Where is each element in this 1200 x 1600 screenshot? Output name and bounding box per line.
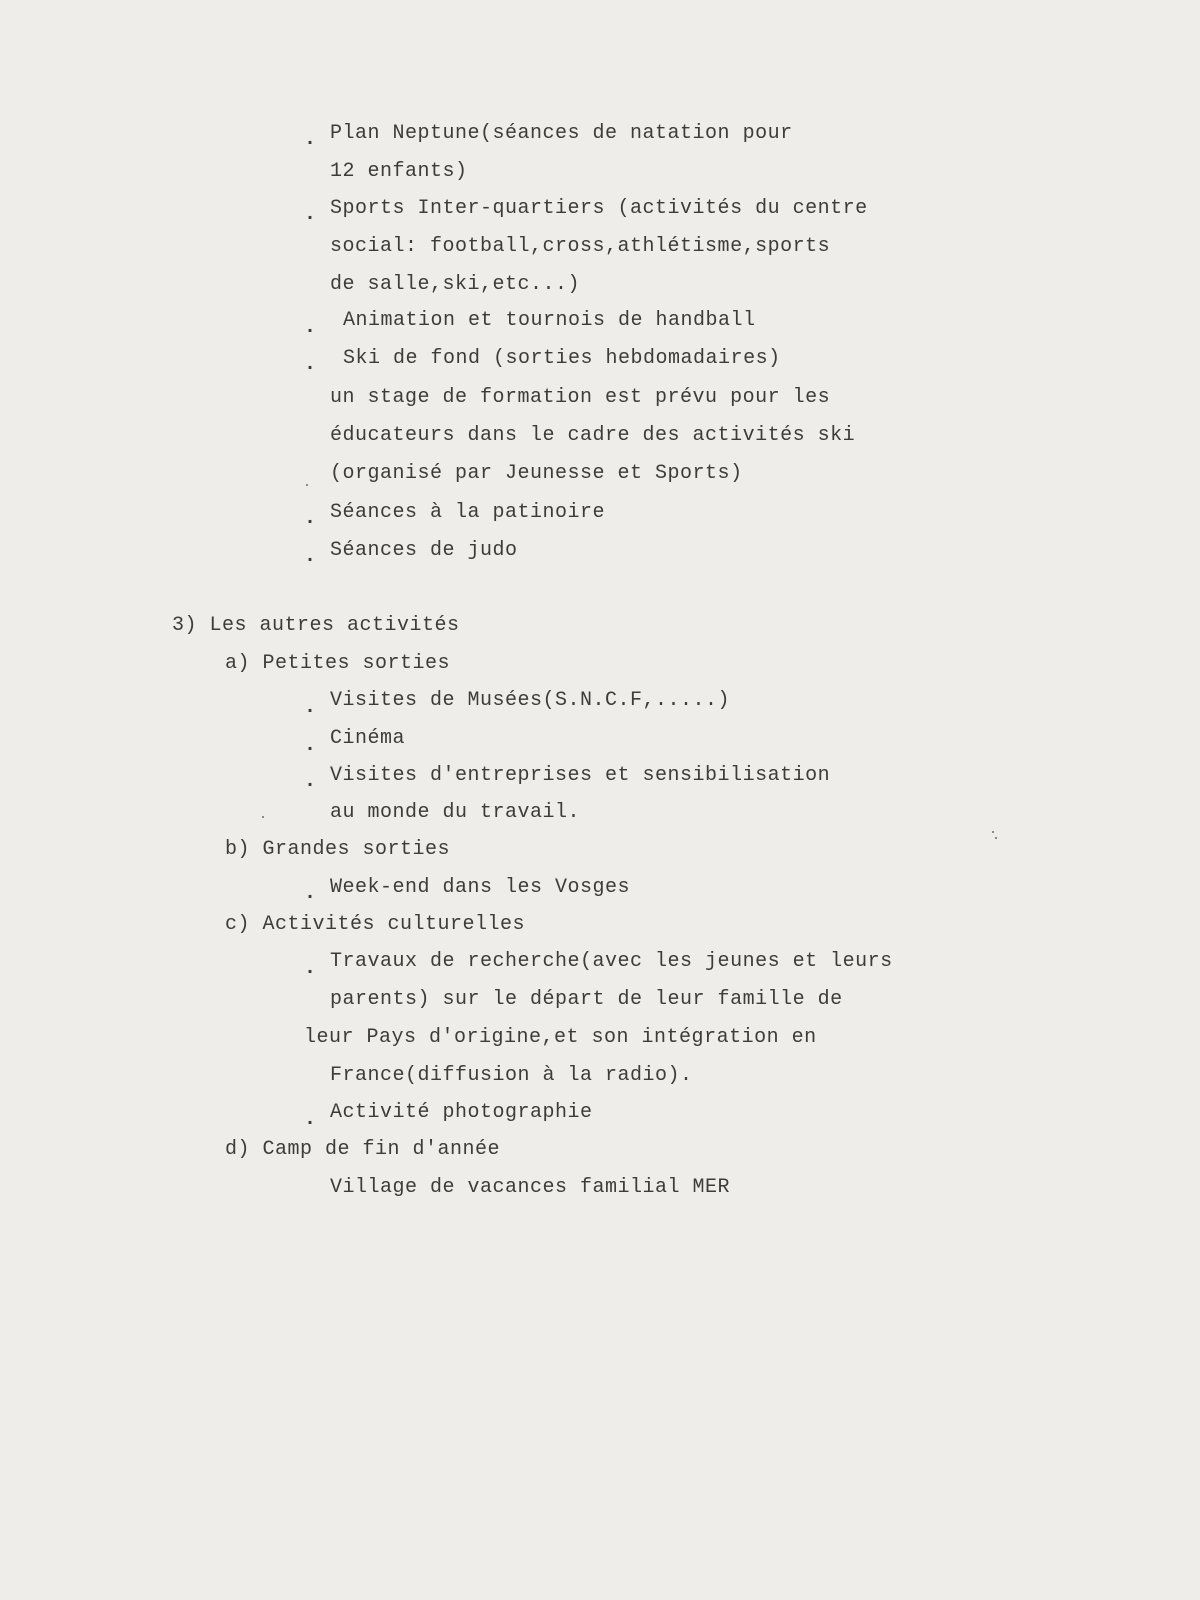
list-item-line: (organisé par Jeunesse et Sports) (330, 462, 743, 485)
bullet: . (304, 882, 317, 905)
list-item-line: Cinéma (330, 727, 406, 750)
bullet: . (304, 203, 317, 226)
list-item-line: Village de vacances familial MER (330, 1176, 731, 1199)
bullet: . (304, 770, 317, 793)
bullet: . (304, 545, 317, 568)
bullet: . (304, 734, 317, 757)
bullet: . (304, 1108, 317, 1131)
list-item-line: Visites d'entreprises et sensibilisation (330, 764, 831, 787)
list-item-line: 12 enfants) (330, 160, 468, 183)
list-item-line: Week-end dans les Vosges (330, 876, 631, 899)
bullet: . (304, 128, 317, 151)
list-item-line: Plan Neptune(séances de natation pour (330, 122, 793, 145)
list-item-line: Animation et tournois de handball (343, 309, 756, 332)
list-item-line: social: football,cross,athlétisme,sports (330, 235, 831, 258)
list-item-line: au monde du travail. (330, 801, 581, 824)
list-item-line: Ski de fond (sorties hebdomadaires) (343, 347, 781, 370)
subsection-heading: d) Camp de fin d'année (225, 1138, 501, 1161)
list-item-line: leur Pays d'origine,et son intégration en (304, 1026, 817, 1049)
list-item-line: un stage de formation est prévu pour les (330, 386, 831, 409)
paper-speck (995, 837, 997, 839)
bullet: . (304, 957, 317, 980)
bullet: . (304, 507, 317, 530)
paper-speck (306, 484, 308, 486)
bullet: . (304, 696, 317, 719)
list-item-line: Visites de Musées(S.N.C.F,.....) (330, 689, 731, 712)
paper-speck (262, 816, 264, 818)
list-item-line: Travaux de recherche(avec les jeunes et leurs (330, 950, 893, 973)
list-item-line: parents) sur le départ de leur famille de (330, 988, 843, 1011)
bullet: . (304, 316, 317, 339)
list-item-line: Séances à la patinoire (330, 501, 606, 524)
list-item-line: éducateurs dans le cadre des activités ski (330, 424, 856, 447)
subsection-heading: a) Petites sorties (225, 652, 451, 675)
section-heading: 3) Les autres activités (172, 614, 460, 637)
subsection-heading: b) Grandes sorties (225, 838, 451, 861)
bullet: . (304, 353, 317, 376)
list-item-line: France(diffusion à la radio). (330, 1064, 693, 1087)
list-item-line: Séances de judo (330, 539, 518, 562)
list-item-line: Sports Inter-quartiers (activités du centre (330, 197, 868, 220)
list-item-line: Activité photographie (330, 1101, 593, 1124)
list-item-line: de salle,ski,etc...) (330, 273, 581, 296)
subsection-heading: c) Activités culturelles (225, 913, 526, 936)
paper-speck (992, 831, 994, 833)
